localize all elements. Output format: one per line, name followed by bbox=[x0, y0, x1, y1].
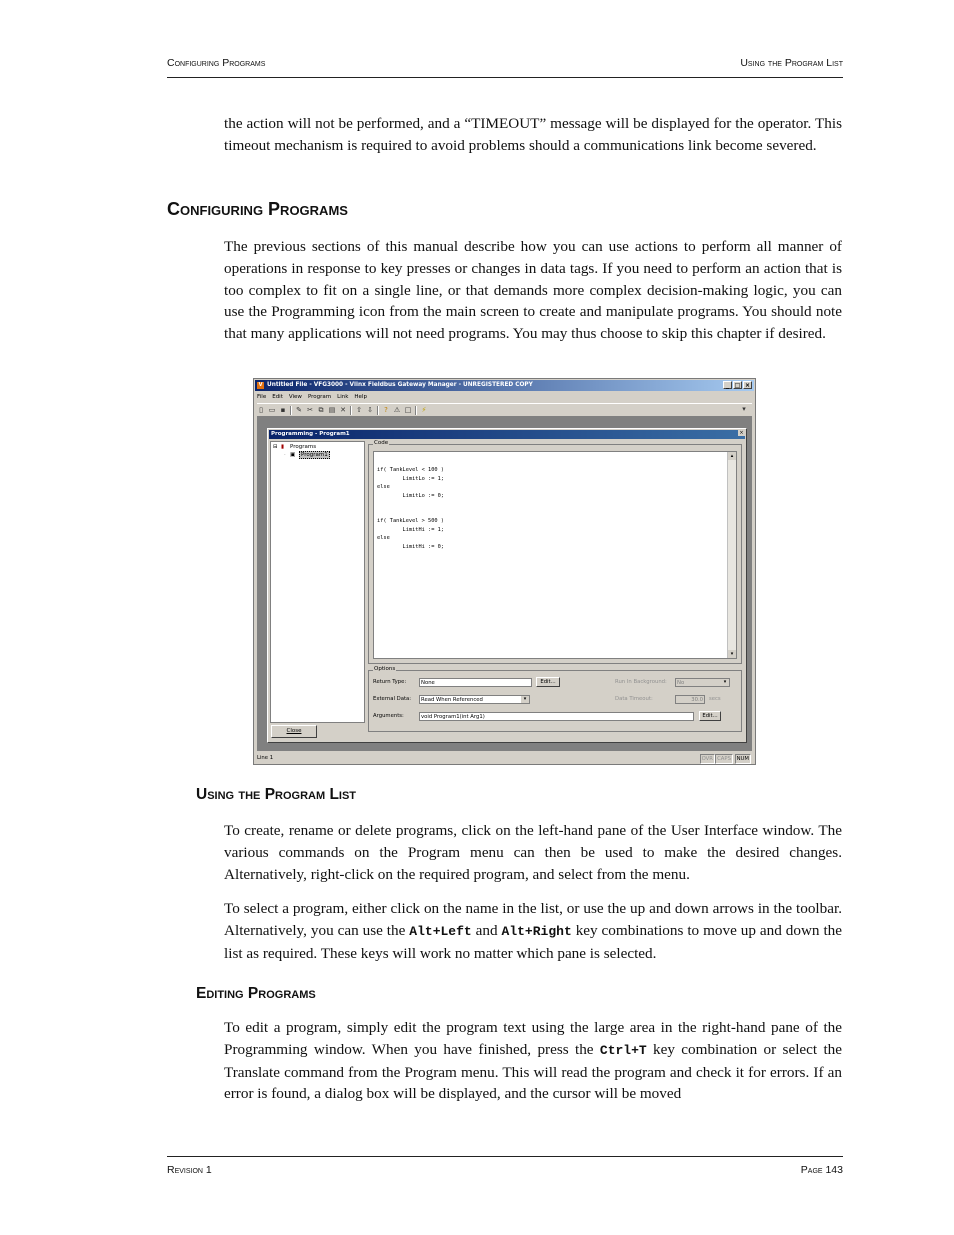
intro-paragraph: the action will not be performed, and a “TIMEOUT” message will be displayed for the operator. This timeout mechanism is required to avoid problems should a communications link become severed. bbox=[224, 115, 842, 154]
app-titlebar bbox=[255, 380, 754, 391]
toolbar-separator bbox=[377, 406, 379, 415]
status-ovr: OVR bbox=[701, 756, 713, 762]
alt-right-key: Alt+Right bbox=[501, 923, 572, 939]
menu-view[interactable]: View bbox=[288, 394, 302, 400]
toolbar-separator bbox=[350, 406, 352, 415]
close-button[interactable]: Close bbox=[271, 725, 317, 738]
app-icon: V bbox=[258, 382, 263, 388]
section-title: Configuring Programs bbox=[167, 199, 348, 219]
new-file-icon[interactable]: ▯ bbox=[259, 406, 263, 414]
arrow-down-icon[interactable]: ⇩ bbox=[367, 406, 373, 414]
programs-folder-icon: ▮ bbox=[281, 444, 285, 450]
footer-page-number: Page 143 bbox=[800, 1164, 843, 1176]
warning-icon[interactable]: ⚠ bbox=[393, 406, 401, 414]
footer-revision: Revision 1 bbox=[167, 1164, 212, 1176]
chat-dropdown-icon[interactable]: ▾ bbox=[742, 405, 746, 413]
code-group bbox=[368, 440, 742, 664]
copy-icon[interactable]: ⧉ bbox=[318, 406, 324, 414]
running-footer bbox=[167, 1156, 843, 1176]
editing-paragraph bbox=[224, 1017, 842, 1105]
external-data-value: Read When Referenced bbox=[421, 697, 483, 703]
run-in-background-value: No bbox=[677, 680, 685, 686]
cut-icon[interactable]: ✂ bbox=[307, 406, 313, 414]
program-tree[interactable] bbox=[270, 441, 365, 723]
run-in-background-select[interactable] bbox=[675, 678, 730, 687]
delete-icon[interactable]: ✕ bbox=[340, 406, 346, 414]
return-type-edit-button[interactable]: Edit... bbox=[536, 677, 560, 687]
programming-window bbox=[267, 428, 747, 743]
editing-text-b: key combination or select the Translate command from the Program menu. This will read the program and check it for errors. If an error is found, a dialog box will be displayed, and the cursor will be moved bbox=[224, 1040, 843, 1103]
tree-program1-item[interactable]: Program1 bbox=[301, 452, 328, 458]
p2-text-a: To select a program, either click on the name in the list, or use the up and down arrows in the toolbar. Alternatively, you can use the bbox=[224, 900, 842, 939]
arguments-edit-button[interactable]: Edit... bbox=[699, 711, 721, 721]
minimize-icon[interactable]: _ bbox=[723, 381, 732, 389]
program-list-paragraph-1: To create, rename or delete programs, click on the left-hand pane of the User Interface window. The various commands on the Program menu can then be used to make the desired changes. Alternatively, right-click on the required program, and select from the menu. bbox=[224, 822, 842, 883]
tree-root-label[interactable]: Programs bbox=[290, 444, 317, 450]
data-timeout-field[interactable]: 30.0 bbox=[675, 695, 705, 704]
mdi-area bbox=[257, 417, 752, 751]
scroll-down-icon[interactable]: ▾ bbox=[728, 650, 736, 658]
lightning-icon[interactable]: ⚡ bbox=[421, 406, 427, 414]
menu-help[interactable]: Help bbox=[354, 394, 367, 400]
menu-edit[interactable]: Edit bbox=[272, 394, 283, 400]
toolbar-separator bbox=[415, 406, 417, 415]
subsection-title-program-list: Using the Program List bbox=[196, 786, 357, 803]
arguments-field[interactable]: void Program1(int Arg1) bbox=[419, 712, 694, 721]
child-close-icon[interactable]: × bbox=[739, 430, 744, 436]
p2-text-b: and bbox=[471, 921, 502, 939]
code-scrollbar[interactable] bbox=[727, 452, 736, 658]
p2-text-c: key combinations to move up and down the list as required. These keys will work no matter which pane is selected. bbox=[224, 921, 842, 962]
return-type-label: Return Type: bbox=[373, 679, 407, 685]
scroll-up-icon[interactable]: ▴ bbox=[728, 452, 736, 460]
help-icon[interactable]: ? bbox=[384, 406, 388, 414]
menu-link[interactable]: Link bbox=[337, 394, 349, 400]
return-type-field[interactable]: None bbox=[419, 678, 532, 687]
external-data-select[interactable] bbox=[419, 695, 530, 704]
pencil-icon[interactable]: ✎ bbox=[296, 406, 302, 414]
app-title: Untitled File - VFG3000 - Vlinx Fieldbus Gateway Manager - UNREGISTERED COPY bbox=[267, 382, 533, 388]
alt-left-key: Alt+Left bbox=[409, 923, 472, 939]
programming-window-title: Programming - Program1 bbox=[269, 430, 745, 439]
menu-program[interactable]: Program bbox=[307, 394, 332, 400]
program-list-paragraph-2 bbox=[224, 898, 842, 964]
maximize-icon[interactable]: □ bbox=[734, 382, 741, 389]
window-buttons bbox=[723, 381, 752, 389]
editing-text-a: To edit a program, simply edit the program text using the large area in the right-hand pane of the Programming window. When you have finished, press the bbox=[224, 1019, 842, 1058]
options-group-label: Options bbox=[374, 666, 396, 672]
external-data-label: External Data: bbox=[373, 696, 412, 702]
code-group-label: Code bbox=[374, 440, 389, 446]
status-num: NUM bbox=[736, 756, 749, 762]
programming-screenshot bbox=[253, 378, 756, 765]
close-icon[interactable]: × bbox=[744, 382, 751, 389]
chevron-down-icon[interactable]: ▾ bbox=[721, 679, 729, 686]
open-folder-icon[interactable]: ▭ bbox=[268, 406, 276, 414]
header-chapter: Configuring Programs bbox=[167, 57, 266, 69]
status-caps: CAPS bbox=[717, 756, 731, 762]
code-editor[interactable] bbox=[373, 451, 737, 659]
frame-icon[interactable]: □ bbox=[404, 406, 412, 414]
program-icon: ▣ bbox=[290, 452, 296, 458]
header-section: Using the Program List bbox=[740, 57, 843, 69]
status-bar bbox=[256, 753, 753, 763]
options-group bbox=[368, 666, 742, 732]
menubar bbox=[257, 392, 367, 402]
status-line: Line 1 bbox=[257, 755, 274, 761]
running-header bbox=[167, 57, 843, 78]
subsection-title-editing: Editing Programs bbox=[196, 985, 316, 1002]
arguments-label: Arguments: bbox=[373, 713, 404, 719]
run-in-background-label: Run In Background: bbox=[615, 679, 667, 685]
toolbar bbox=[257, 403, 752, 417]
toolbar-separator bbox=[290, 406, 292, 415]
paste-icon[interactable]: ▤ bbox=[328, 406, 336, 414]
code-text[interactable]: if( TankLevel < 100 ) LimitLo := 1; else LimitLo := 0; if( TankLevel > 500 ) LimitHi := 1; else LimitHi := 0; bbox=[377, 467, 444, 550]
data-timeout-label: Data Timeout: bbox=[615, 696, 653, 702]
chevron-down-icon[interactable]: ▾ bbox=[521, 696, 529, 703]
arrow-up-icon[interactable]: ⇧ bbox=[356, 406, 362, 414]
ctrl-t-key: Ctrl+T bbox=[599, 1042, 647, 1058]
data-timeout-unit: secs bbox=[709, 696, 721, 702]
menu-file[interactable]: File bbox=[257, 394, 267, 400]
save-icon[interactable]: ▪ bbox=[280, 406, 286, 414]
tree-branch-line: · bbox=[284, 452, 286, 458]
section-paragraph: The previous sections of this manual describe how you can use actions to perform all manner of operations in response to key presses or changes in data tags. If you need to perform an action that is too complex to fit on a single line, or that demands more complex decision-making logic, you can use the Programming icon from the main screen to create and manipulate programs. You should note that many applications will not need programs. You may thus choose to skip this chapter if desired. bbox=[224, 238, 842, 343]
tree-collapse-icon[interactable]: ⊟ bbox=[273, 444, 278, 450]
